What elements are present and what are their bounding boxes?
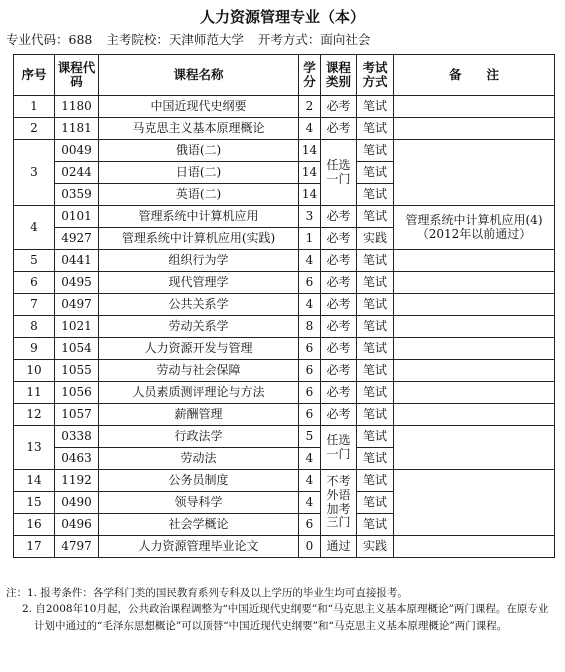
table-row xyxy=(14,250,555,272)
table-row xyxy=(14,118,555,140)
cell-exam: 笔试 xyxy=(357,250,394,272)
cell-exam: 笔试 xyxy=(357,96,394,118)
cell-seq: 8 xyxy=(14,316,55,338)
cell-remark xyxy=(394,250,555,272)
table-row xyxy=(14,404,555,426)
cell-credit: 14 xyxy=(299,184,321,206)
cell-remark xyxy=(394,470,555,536)
cell-exam: 笔试 xyxy=(357,382,394,404)
table-row xyxy=(14,382,555,404)
cell-exam: 实践 xyxy=(357,228,394,250)
cell-remark xyxy=(394,382,555,404)
cell-exam: 笔试 xyxy=(357,294,394,316)
cell-seq: 13 xyxy=(14,426,55,470)
cell-credit: 6 xyxy=(299,272,321,294)
cell-exam: 笔试 xyxy=(357,118,394,140)
cell-seq: 7 xyxy=(14,294,55,316)
cell-name: 现代管理学 xyxy=(99,272,299,294)
cell-code: 4927 xyxy=(55,228,99,250)
cell-type: 任选一门 xyxy=(321,140,357,206)
cell-code: 0490 xyxy=(55,492,99,514)
cell-name: 日语(二) xyxy=(99,162,299,184)
cell-type: 任选一门 xyxy=(321,426,357,470)
table-row xyxy=(14,294,555,316)
cell-type: 必考 xyxy=(321,404,357,426)
cell-credit: 4 xyxy=(299,448,321,470)
cell-code: 0338 xyxy=(55,426,99,448)
cell-exam: 笔试 xyxy=(357,316,394,338)
cell-remark xyxy=(394,96,555,118)
cell-name: 俄语(二) xyxy=(99,140,299,162)
table-row xyxy=(14,470,555,492)
cell-exam: 笔试 xyxy=(357,492,394,514)
cell-seq: 9 xyxy=(14,338,55,360)
cell-code: 0463 xyxy=(55,448,99,470)
table-header-row xyxy=(14,55,555,96)
document-title: 人力资源管理专业（本） xyxy=(199,8,365,26)
cell-type: 必考 xyxy=(321,316,357,338)
cell-exam: 笔试 xyxy=(357,470,394,492)
cell-name: 人力资源开发与管理 xyxy=(99,338,299,360)
cell-seq: 17 xyxy=(14,536,55,558)
footnote-2: 2. 自2008年10月起，公共政治课程调整为“中国近现代史纲要”和“马克思主义基本原理概论”两门课程。在原专业计划中通过的“毛泽东思想概论”可以顶替“中国近现代史纲要”和“马克思主义基本原理概论”两门课程。 xyxy=(22,603,549,632)
cell-credit: 0 xyxy=(299,536,321,558)
cell-code: 0441 xyxy=(55,250,99,272)
cell-credit: 4 xyxy=(299,492,321,514)
cell-name: 组织行为学 xyxy=(99,250,299,272)
cell-type: 通过 xyxy=(321,536,357,558)
cell-type: 必考 xyxy=(321,228,357,250)
cell-credit: 2 xyxy=(299,96,321,118)
cell-code: 4797 xyxy=(55,536,99,558)
cell-name: 管理系统中计算机应用(实践) xyxy=(99,228,299,250)
cell-code: 0244 xyxy=(55,162,99,184)
cell-code: 0495 xyxy=(55,272,99,294)
cell-type: 必考 xyxy=(321,118,357,140)
cell-exam: 笔试 xyxy=(357,514,394,536)
cell-exam: 笔试 xyxy=(357,140,394,162)
cell-name: 公共关系学 xyxy=(99,294,299,316)
cell-credit: 1 xyxy=(299,228,321,250)
cell-name: 劳动法 xyxy=(99,448,299,470)
cell-name: 英语(二) xyxy=(99,184,299,206)
cell-code: 0496 xyxy=(55,514,99,536)
header-credit: 学分 xyxy=(299,55,321,96)
cell-remark xyxy=(394,272,555,294)
cell-code: 0359 xyxy=(55,184,99,206)
header-seq: 序号 xyxy=(14,55,55,96)
cell-seq: 1 xyxy=(14,96,55,118)
cell-credit: 6 xyxy=(299,514,321,536)
cell-remark xyxy=(394,404,555,426)
cell-exam: 笔试 xyxy=(357,360,394,382)
cell-credit: 4 xyxy=(299,250,321,272)
cell-name: 公务员制度 xyxy=(99,470,299,492)
cell-name: 劳动关系学 xyxy=(99,316,299,338)
header-remark: 备 注 xyxy=(394,55,555,96)
cell-seq: 3 xyxy=(14,140,55,206)
cell-credit: 6 xyxy=(299,338,321,360)
cell-name: 劳动与社会保障 xyxy=(99,360,299,382)
footnote-1: 注：1. 报考条件：各学科门类的国民教育系列专科及以上学历的毕业生均可直接报考。 xyxy=(6,587,408,599)
cell-name: 薪酬管理 xyxy=(99,404,299,426)
cell-name: 领导科学 xyxy=(99,492,299,514)
table-row xyxy=(14,536,555,558)
cell-exam: 笔试 xyxy=(357,162,394,184)
cell-exam: 笔试 xyxy=(357,448,394,470)
cell-seq: 5 xyxy=(14,250,55,272)
cell-exam: 笔试 xyxy=(357,184,394,206)
table-row xyxy=(14,140,555,162)
cell-credit: 4 xyxy=(299,118,321,140)
cell-code: 0497 xyxy=(55,294,99,316)
cell-seq: 12 xyxy=(14,404,55,426)
cell-name: 中国近现代史纲要 xyxy=(99,96,299,118)
cell-credit: 14 xyxy=(299,162,321,184)
cell-seq: 16 xyxy=(14,514,55,536)
cell-remark xyxy=(394,360,555,382)
cell-exam: 笔试 xyxy=(357,426,394,448)
table-row xyxy=(14,338,555,360)
cell-name: 行政法学 xyxy=(99,426,299,448)
cell-code: 1180 xyxy=(55,96,99,118)
exam-mode: 开考方式：面向社会 xyxy=(257,32,371,47)
cell-seq: 4 xyxy=(14,206,55,250)
table-row xyxy=(14,360,555,382)
cell-code: 1057 xyxy=(55,404,99,426)
cell-name: 人员素质测评理论与方法 xyxy=(99,382,299,404)
program-meta xyxy=(6,30,561,48)
cell-exam: 笔试 xyxy=(357,338,394,360)
cell-credit: 6 xyxy=(299,360,321,382)
cell-code: 1055 xyxy=(55,360,99,382)
cell-code: 1056 xyxy=(55,382,99,404)
cell-remark xyxy=(394,536,555,558)
cell-remark xyxy=(394,294,555,316)
cell-type: 必考 xyxy=(321,338,357,360)
cell-remark xyxy=(394,338,555,360)
header-type: 课程类别 xyxy=(321,55,357,96)
cell-name: 马克思主义基本原理概论 xyxy=(99,118,299,140)
cell-name: 社会学概论 xyxy=(99,514,299,536)
program-code: 专业代码：688 xyxy=(6,32,93,47)
cell-code: 0101 xyxy=(55,206,99,228)
cell-remark xyxy=(394,140,555,206)
cell-seq: 15 xyxy=(14,492,55,514)
cell-type: 必考 xyxy=(321,272,357,294)
cell-code: 1181 xyxy=(55,118,99,140)
header-name: 课程名称 xyxy=(99,55,299,96)
cell-credit: 3 xyxy=(299,206,321,228)
cell-type: 必考 xyxy=(321,96,357,118)
cell-name: 人力资源管理毕业论文 xyxy=(99,536,299,558)
cell-type: 必考 xyxy=(321,250,357,272)
cell-name: 管理系统中计算机应用 xyxy=(99,206,299,228)
cell-credit: 14 xyxy=(299,140,321,162)
footnotes xyxy=(6,585,558,634)
cell-remark xyxy=(394,316,555,338)
cell-type: 必考 xyxy=(321,206,357,228)
cell-code: 1021 xyxy=(55,316,99,338)
table-row xyxy=(14,426,555,448)
cell-seq: 6 xyxy=(14,272,55,294)
cell-credit: 8 xyxy=(299,316,321,338)
cell-remark xyxy=(394,118,555,140)
header-exam: 考试方式 xyxy=(357,55,394,96)
table-row xyxy=(14,316,555,338)
cell-seq: 14 xyxy=(14,470,55,492)
cell-type: 必考 xyxy=(321,360,357,382)
cell-exam: 笔试 xyxy=(357,206,394,228)
header-code: 课程代码 xyxy=(55,55,99,96)
cell-credit: 5 xyxy=(299,426,321,448)
cell-exam: 实践 xyxy=(357,536,394,558)
cell-seq: 11 xyxy=(14,382,55,404)
table-row xyxy=(14,96,555,118)
cell-code: 1192 xyxy=(55,470,99,492)
cell-credit: 4 xyxy=(299,470,321,492)
cell-type: 必考 xyxy=(321,382,357,404)
cell-credit: 6 xyxy=(299,382,321,404)
course-table xyxy=(13,54,555,558)
cell-remark xyxy=(394,426,555,470)
host-school: 主考院校：天津师范大学 xyxy=(106,32,244,47)
table-row xyxy=(14,206,555,228)
cell-code: 1054 xyxy=(55,338,99,360)
cell-type: 必考 xyxy=(321,294,357,316)
cell-exam: 笔试 xyxy=(357,272,394,294)
cell-credit: 6 xyxy=(299,404,321,426)
cell-remark: 管理系统中计算机应用(4)（2012年以前通过） xyxy=(394,206,555,250)
cell-type: 不考外语加考三门 xyxy=(321,470,357,536)
cell-seq: 10 xyxy=(14,360,55,382)
cell-code: 0049 xyxy=(55,140,99,162)
cell-exam: 笔试 xyxy=(357,404,394,426)
table-row xyxy=(14,272,555,294)
cell-seq: 2 xyxy=(14,118,55,140)
cell-credit: 4 xyxy=(299,294,321,316)
